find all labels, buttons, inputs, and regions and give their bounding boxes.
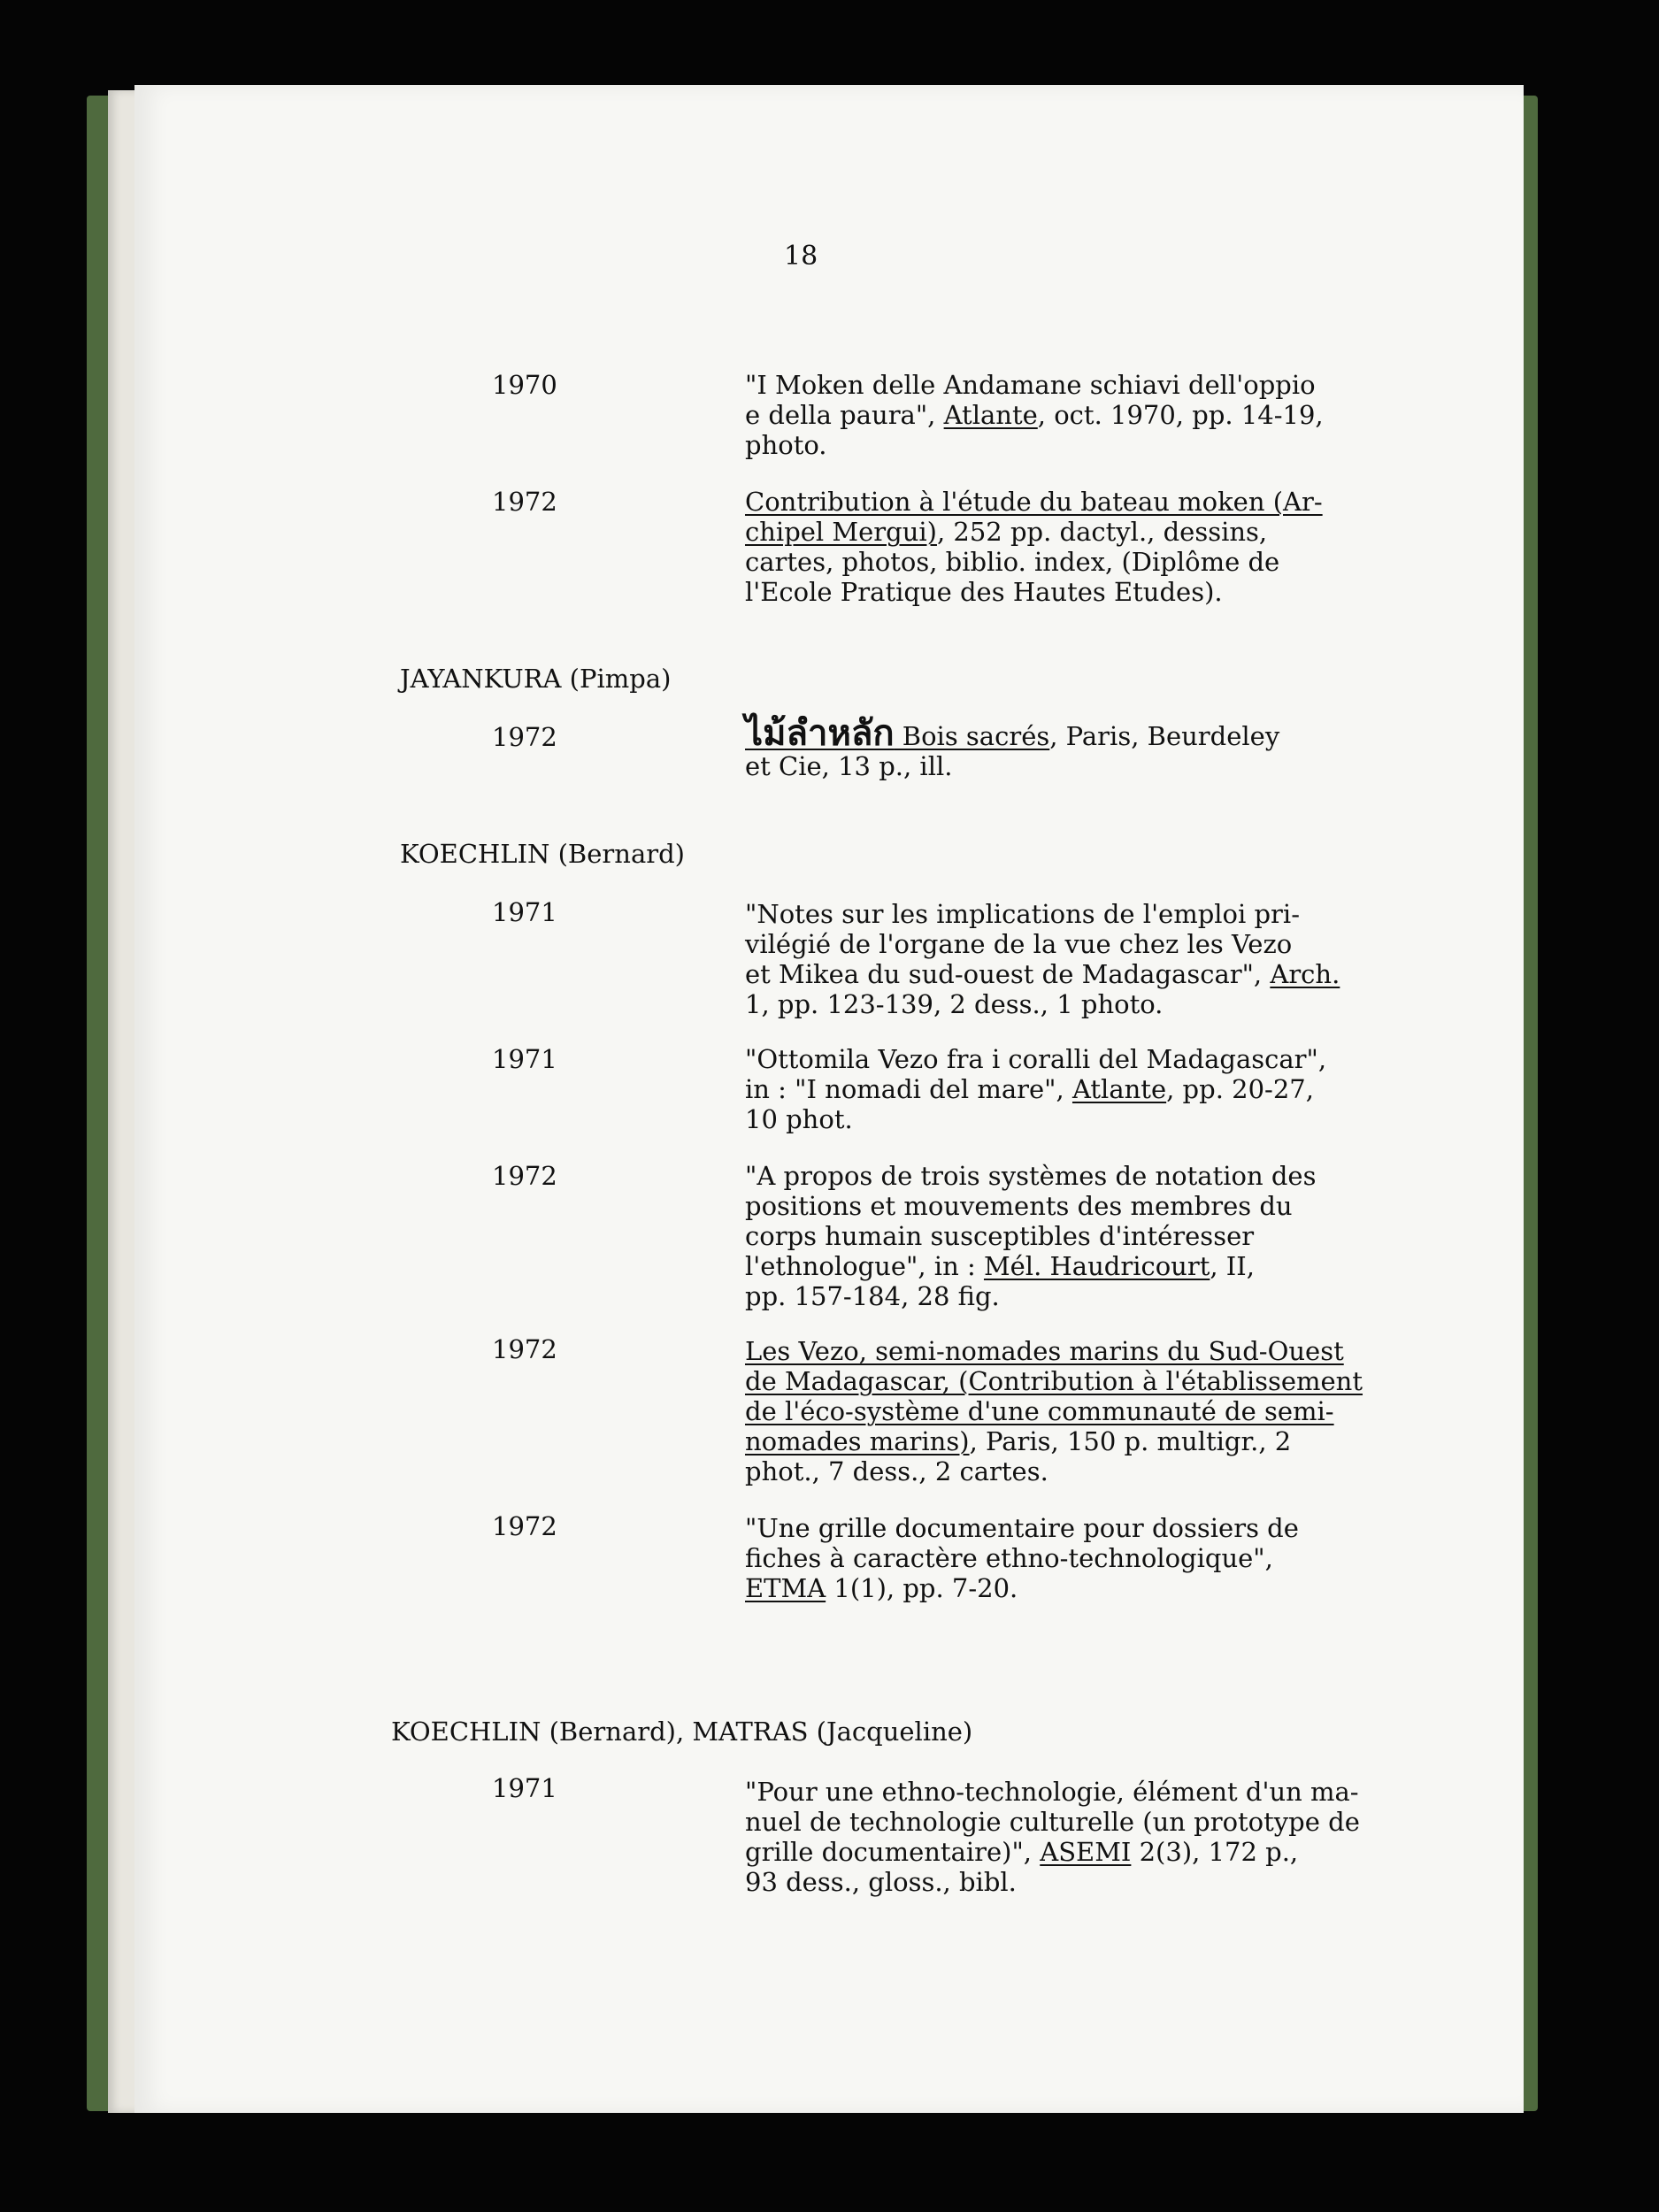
entry-text-segment: 1(1), pp. 7-20. <box>826 1573 1018 1603</box>
entry-text-segment: grille documentaire)", <box>745 1837 1041 1867</box>
underlined-title: nomades marins) <box>745 1426 970 1456</box>
bibliography-entry <box>745 1044 1326 1134</box>
entry-line <box>745 1867 1360 1897</box>
entry-line <box>745 1366 1363 1396</box>
entry-text-segment: , Paris, 150 p. multigr., 2 <box>969 1426 1292 1456</box>
entry-text-segment: l'ethnologue", in : <box>745 1251 984 1281</box>
underlined-title: Bois sacrés <box>894 721 1050 751</box>
underlined-title: Mél. Haudricourt <box>983 1251 1210 1281</box>
entry-line <box>745 929 1340 959</box>
entry-text-segment: nuel de technologie culturelle (un prototype de <box>745 1807 1360 1837</box>
entry-line <box>745 1221 1316 1251</box>
author-heading: KOECHLIN (Bernard), MATRAS (Jacqueline) <box>391 1717 973 1747</box>
bibliography-entry <box>745 1161 1316 1311</box>
entry-year: 1971 <box>492 897 557 927</box>
entry-text-segment: 1, pp. 123-139, 2 dess., 1 photo. <box>745 989 1164 1019</box>
entry-year: 1971 <box>492 1773 557 1803</box>
entry-text-segment: "Une grille documentaire pour dossiers de <box>745 1513 1299 1543</box>
entry-line <box>745 1281 1316 1311</box>
author-heading: KOECHLIN (Bernard) <box>400 839 685 869</box>
entry-text-segment: e della paura", <box>745 400 944 430</box>
entry-text-segment: "I Moken delle Andamane schiavi dell'oppio <box>745 370 1316 400</box>
entry-line <box>745 1396 1363 1426</box>
entry-line <box>745 1807 1360 1837</box>
entry-line <box>745 1044 1326 1074</box>
entry-line <box>745 1513 1299 1543</box>
entry-year: 1972 <box>492 1161 557 1191</box>
bibliography-entry <box>745 1336 1363 1486</box>
underlined-title: de l'éco-système d'une communauté de semi- <box>745 1396 1334 1426</box>
underlined-title: ไม้ลำหลัก <box>745 713 895 754</box>
entry-text-segment: corps humain susceptibles d'intéresser <box>745 1221 1255 1251</box>
bibliography-entry <box>745 370 1324 460</box>
entry-line <box>745 989 1340 1019</box>
entry-line <box>745 1104 1326 1134</box>
entry-line <box>745 1456 1363 1486</box>
underlined-title: ASEMI <box>1040 1837 1132 1867</box>
entry-line <box>745 1074 1326 1104</box>
entry-year: 1972 <box>492 1334 557 1364</box>
entry-line <box>745 370 1324 400</box>
entry-text-segment: fiches à caractère ethno-technologique", <box>745 1543 1273 1573</box>
entry-text-segment: photo. <box>745 430 827 460</box>
entry-year: 1971 <box>492 1044 557 1074</box>
entry-line <box>745 547 1323 577</box>
entry-line <box>745 1543 1299 1573</box>
entry-text-segment: phot., 7 dess., 2 cartes. <box>745 1456 1048 1486</box>
entry-text-segment: l'Ecole Pratique des Hautes Etudes). <box>745 577 1223 607</box>
underlined-title: Atlante <box>943 400 1038 430</box>
entry-text-segment: "Pour une ethno-technologie, élément d'un ma- <box>745 1777 1359 1807</box>
entry-line <box>745 1777 1360 1807</box>
author-heading: JAYANKURA (Pimpa) <box>400 664 672 694</box>
entry-text-segment: "Ottomila Vezo fra i coralli del Madagascar", <box>745 1044 1327 1074</box>
bibliography-entry <box>745 713 1280 781</box>
underlined-title: chipel Mergui) <box>745 517 937 547</box>
entry-text-segment: et Mikea du sud-ouest de Madagascar", <box>745 959 1271 989</box>
entry-text-segment: in : "I nomadi del mare", <box>745 1074 1072 1104</box>
entry-text-segment: 10 phot. <box>745 1104 853 1134</box>
entry-year: 1972 <box>492 1511 557 1541</box>
entry-line <box>745 487 1323 517</box>
underlined-title: Atlante <box>1071 1074 1167 1104</box>
entry-text-segment: vilégié de l'organe de la vue chez les Vezo <box>745 929 1293 959</box>
entry-line <box>745 899 1340 929</box>
entry-line <box>745 751 1279 781</box>
entry-year: 1970 <box>492 370 557 400</box>
entry-line <box>745 1336 1363 1366</box>
bibliography-entry <box>745 487 1323 607</box>
entry-text-segment: positions et mouvements des membres du <box>745 1191 1293 1221</box>
entry-line <box>745 959 1340 989</box>
entry-year: 1972 <box>492 722 557 752</box>
entry-text-segment: , pp. 20-27, <box>1166 1074 1314 1104</box>
entry-text-segment: , oct. 1970, pp. 14-19, <box>1037 400 1324 430</box>
underlined-title: Arch. <box>1270 959 1340 989</box>
entry-line <box>745 430 1324 460</box>
entry-line <box>745 1251 1316 1281</box>
entry-text-segment: "Notes sur les implications de l'emploi pri- <box>745 899 1300 929</box>
entry-text-segment: "A propos de trois systèmes de notation des <box>745 1161 1317 1191</box>
entry-text-segment: et Cie, 13 p., ill. <box>745 751 953 781</box>
entry-line <box>745 1573 1299 1603</box>
entry-line <box>745 1191 1316 1221</box>
bibliography-entry <box>745 1513 1299 1603</box>
entry-text-segment: , Paris, Beurdeley <box>1049 721 1280 751</box>
entry-text-segment: , 252 pp. dactyl., dessins, <box>936 517 1268 547</box>
entry-line <box>745 1161 1316 1191</box>
underlined-title: Les Vezo, semi-nomades marins du Sud-Ouest <box>745 1336 1344 1366</box>
entry-text-segment: pp. 157-184, 28 fig. <box>745 1281 1000 1311</box>
page-number: 18 <box>784 241 818 272</box>
entry-line <box>745 577 1323 607</box>
bibliography-entry <box>745 1777 1360 1897</box>
entry-line <box>745 1837 1360 1867</box>
bibliography-entry <box>745 899 1340 1019</box>
entry-text-segment: , II, <box>1210 1251 1255 1281</box>
entry-line <box>745 713 1280 754</box>
underlined-title: ETMA <box>745 1573 826 1603</box>
entry-text-segment: cartes, photos, biblio. index, (Diplôme de <box>745 547 1280 577</box>
entry-text-segment: 93 dess., gloss., bibl. <box>745 1867 1017 1897</box>
entry-text-segment: 2(3), 172 p., <box>1131 1837 1299 1867</box>
entry-line <box>745 400 1324 430</box>
underlined-title: Contribution à l'étude du bateau moken (Ar- <box>745 487 1323 517</box>
underlined-title: de Madagascar, (Contribution à l'établissement <box>745 1366 1363 1396</box>
entry-line <box>745 517 1323 547</box>
entry-line <box>745 1426 1363 1456</box>
entry-year: 1972 <box>492 487 557 517</box>
